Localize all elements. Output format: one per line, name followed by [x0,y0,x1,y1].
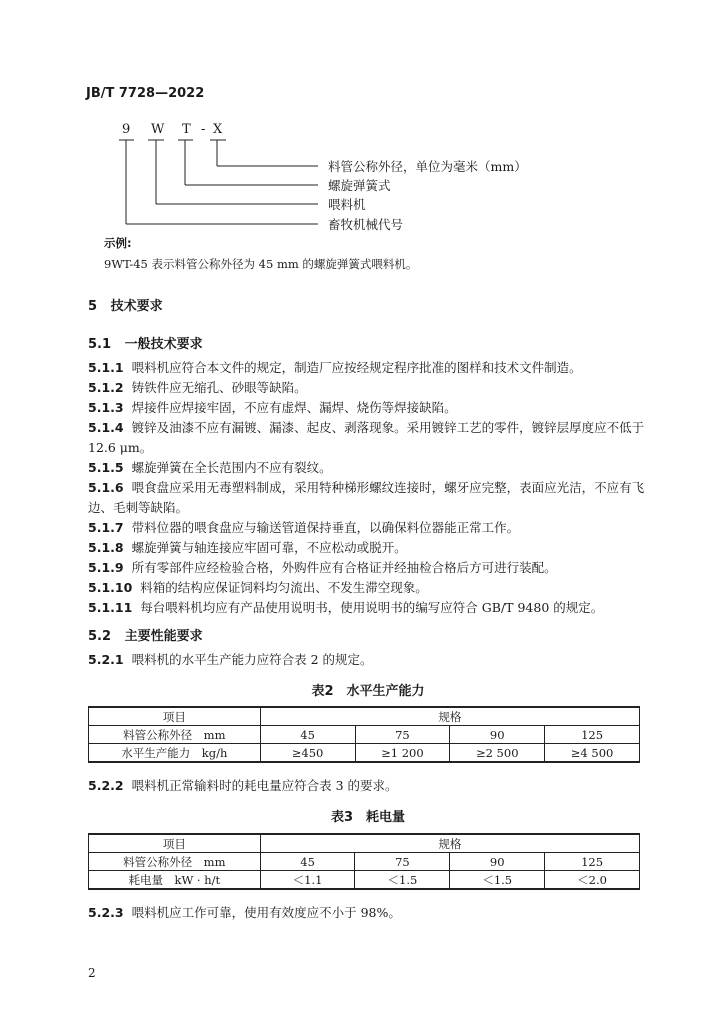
clause-5-1-6 [88,478,648,518]
clause-number: 5.2.3 [88,905,124,920]
clause-text: 喂料机的水平生产能力应符合表 2 的规定。 [131,652,373,667]
table-cell: 90 [450,853,545,871]
table-cell: ＜1.1 [260,871,355,890]
table-cell: ＜1.5 [450,871,545,890]
table-cell: 125 [545,853,640,871]
clause-text: 螺旋弹簧与轴连接应牢固可靠，不应松动或脱开。 [131,540,407,555]
table-cell: 125 [545,726,640,744]
clause-number: 5.1.11 [88,600,133,615]
clause-number: 5.1.2 [88,380,124,395]
clause-5-1-7 [88,518,648,538]
section-5-title: 技术要求 [110,299,163,314]
code-char-w: W [151,122,165,137]
table-cell: 75 [355,853,450,871]
clause-5-1-11 [88,598,648,618]
clause-number: 5.1.5 [88,460,124,475]
clause-text: 喂食盘应采用无毒塑料制成，采用特种梯形螺纹连接时，螺牙应完整，表面应光洁，不应有飞边、毛刺等缺陷。 [88,480,645,515]
example-text: 9WT-45 表示料管公称外径为 45 mm 的螺旋弹簧式喂料机。 [104,257,418,271]
clause-5-1-2 [88,378,648,398]
clause-text: 铸铁件应无缩孔、砂眼等缺陷。 [131,380,307,395]
clause-5-1-10 [88,578,648,598]
table-cell: ≥1 200 [355,744,450,763]
section-5-number: 5 [88,299,98,314]
table-row [89,871,640,890]
clause-text: 螺旋弹簧在全长范围内不应有裂纹。 [131,460,332,475]
clause-text: 料箱的结构应保证饲料均匀流出、不发生滞空现象。 [140,580,428,595]
table-cell: 75 [355,726,450,744]
table-cell: ＜1.5 [355,871,450,890]
clause-5-1-3 [88,398,648,418]
diagram-label-machinery-code: 畜牧机械代号 [328,217,404,232]
table-cell: 45 [260,853,355,871]
table-cell: ≥450 [260,744,355,763]
clause-text: 喂料机应工作可靠，使用有效度应不小于 98%。 [131,905,401,920]
table-cell: ＜2.0 [545,871,640,890]
code-char-9: 9 [122,122,131,137]
example-label: 示例: [104,236,132,250]
clause-number: 5.1.9 [88,560,124,575]
table-header-cell: 项目 [89,834,261,853]
clause-text: 所有零部件应经检验合格，外购件应有合格证并经抽检合格后方可进行装配。 [131,560,557,575]
section-5-1-title: 一般技术要求 [124,337,203,352]
clause-5-1-1 [88,358,648,378]
clause-5-2-1 [88,650,648,670]
clause-text: 喂料机应符合本文件的规定，制造厂应按经规定程序批准的图样和技术文件制造。 [131,360,582,375]
diagram-label-feeder: 喂料机 [328,197,366,212]
table-cell: 耗电量 kW · h/t [89,871,261,890]
section-5-heading [88,295,163,314]
table-3-caption: 表3 耗电量 [330,810,406,825]
table-cell: 料管公称外径 mm [89,853,261,871]
table-header-row [89,834,640,853]
clause-5-1-5 [88,458,648,478]
table-header-cell: 项目 [89,707,261,726]
clause-number: 5.1.6 [88,480,124,495]
clause-number: 5.1.1 [88,360,124,375]
clause-number: 5.1.10 [88,580,133,595]
diagram-label-spring-type: 螺旋弹簧式 [328,178,391,193]
clause-number: 5.1.4 [88,420,124,435]
section-5-1-number: 5.1 [88,337,112,352]
page-number: 2 [88,966,96,980]
section-5-2-title: 主要性能要求 [124,629,203,644]
table-header-cell: 规格 [260,707,639,726]
code-char-dash: - [201,122,206,137]
standard-id-header: JB/T 7728—2022 [86,86,205,101]
table-row [89,744,640,763]
table-2 [88,706,640,763]
clause-5-1-8 [88,538,648,558]
clause-5-1-9 [88,558,648,578]
clause-number: 5.2.1 [88,652,124,667]
clause-5-1-4 [88,418,648,458]
clause-text: 每台喂料机均应有产品使用说明书，使用说明书的编写应符合 GB/T 9480 的规定。 [140,600,604,615]
table-cell: 料管公称外径 mm [89,726,261,744]
section-5-2-heading [88,625,203,644]
table-cell: 水平生产能力 kg/h [89,744,261,763]
clause-number: 5.2.2 [88,778,124,793]
clause-5-2-3 [88,903,648,923]
table-row [89,726,640,744]
clause-text: 镀锌及油漆不应有漏镀、漏漆、起皮、剥落现象。采用镀锌工艺的零件，镀锌层厚度应不低于 12.6 μm。 [88,420,645,455]
section-5-1-heading [88,333,203,352]
clause-number: 5.1.3 [88,400,124,415]
clause-5-2-2 [88,776,648,796]
clause-number: 5.1.7 [88,520,124,535]
clause-text: 带料位器的喂食盘应与输送管道保持垂直，以确保料位器能正常工作。 [131,520,520,535]
code-char-t: T [182,122,191,137]
clause-text: 喂料机正常输料时的耗电量应符合表 3 的要求。 [131,778,398,793]
table-cell: 90 [450,726,545,744]
code-char-x: X [213,122,223,137]
section-5-2-number: 5.2 [88,629,112,644]
table-header-row [89,707,640,726]
table-row [89,853,640,871]
table-cell: 45 [260,726,355,744]
table-2-caption: 表2 水平生产能力 [311,684,425,699]
clause-text: 焊接件应焊接牢固，不应有虚焊、漏焊、烧伤等焊接缺陷。 [131,400,457,415]
table-cell: ≥2 500 [450,744,545,763]
diagram-label-diameter: 料管公称外径，单位为毫米（mm） [328,159,527,174]
table-3 [88,833,640,890]
clause-number: 5.1.8 [88,540,124,555]
table-header-cell: 规格 [260,834,639,853]
table-cell: ≥4 500 [545,744,640,763]
